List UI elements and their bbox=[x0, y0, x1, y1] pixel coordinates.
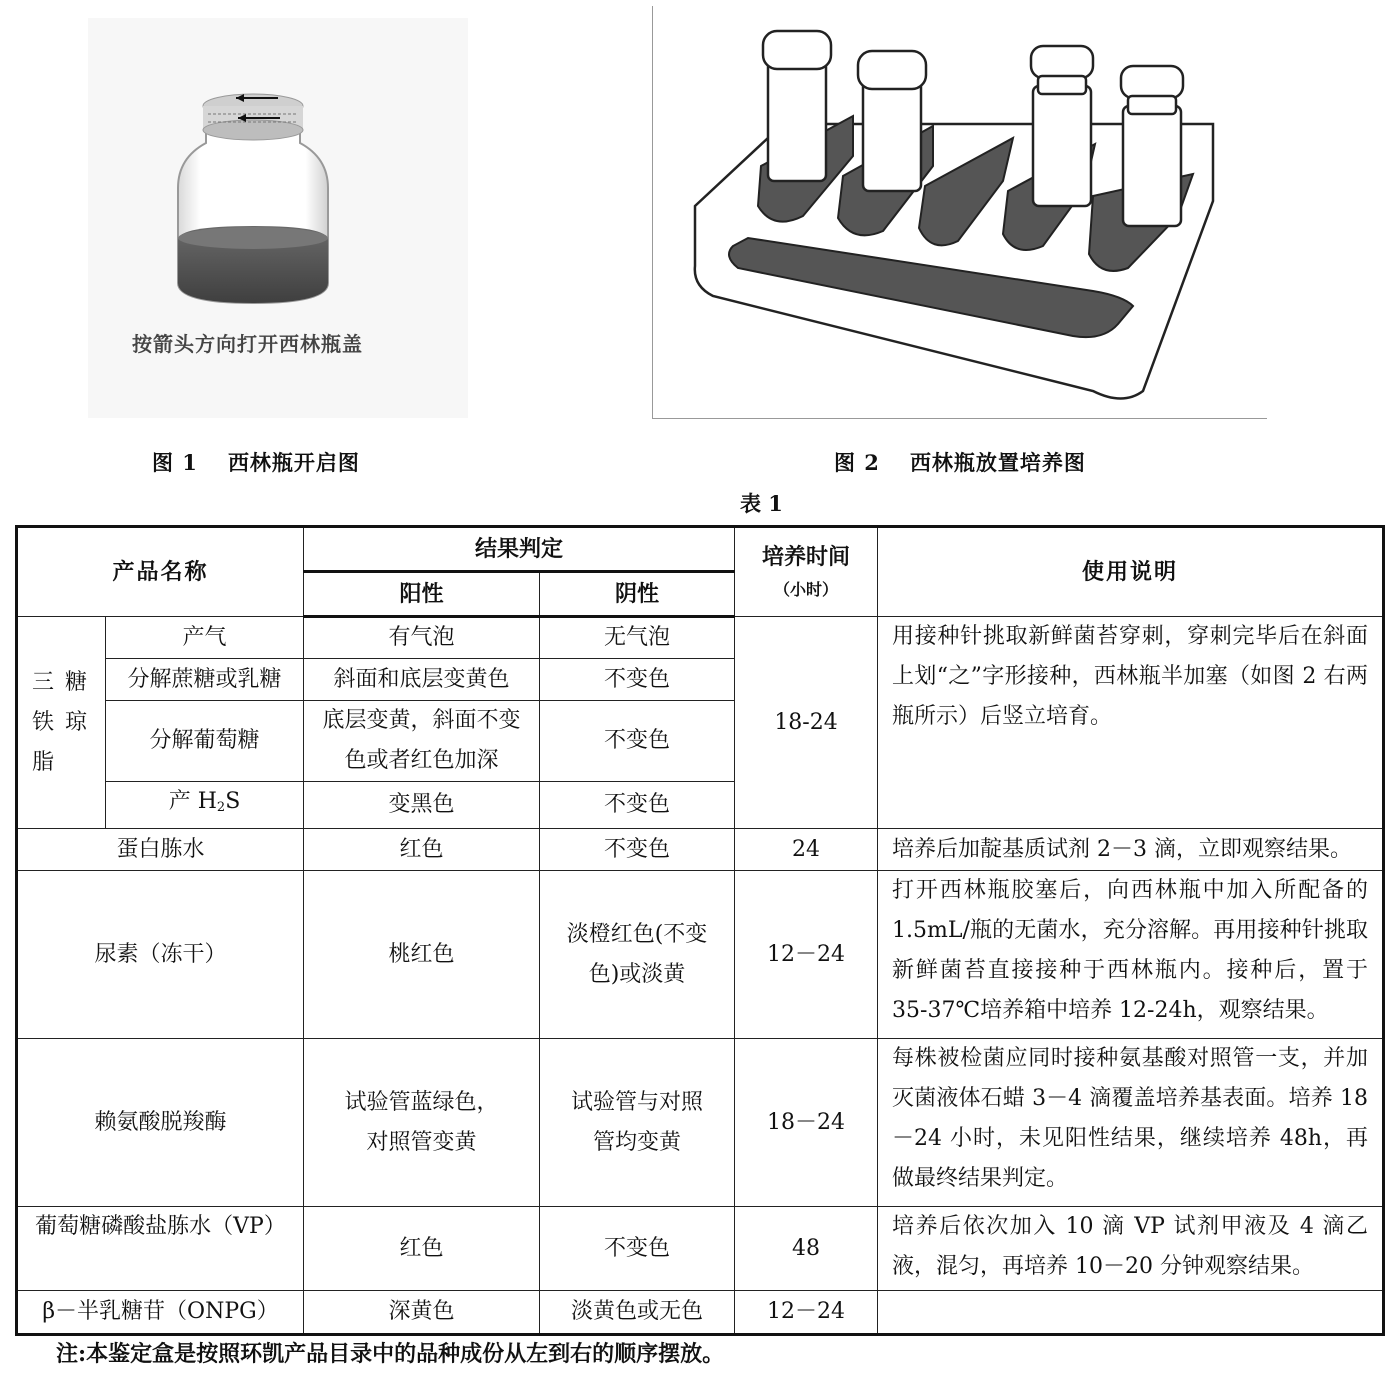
positive-result: 红色 bbox=[304, 829, 540, 871]
tsi-negative: 不变色 bbox=[540, 659, 735, 701]
table-title: 表 1 bbox=[740, 491, 783, 516]
header-positive: 阳性 bbox=[304, 572, 540, 617]
header-product: 产品名称 bbox=[17, 527, 304, 617]
negative-result: 淡橙红色(不变色)或淡黄 bbox=[540, 871, 735, 1039]
tsi-positive: 底层变黄，斜面不变色或者红色加深 bbox=[304, 701, 540, 782]
tsi-negative: 无气泡 bbox=[540, 617, 735, 659]
vial-opening-illustration bbox=[88, 18, 468, 418]
product-name: 尿素（冻干） bbox=[17, 871, 304, 1039]
tsi-positive: 有气泡 bbox=[304, 617, 540, 659]
figure-2-number: 图 2 bbox=[834, 450, 880, 475]
figure-1-image bbox=[88, 18, 468, 418]
positive-result: 红色 bbox=[304, 1207, 540, 1291]
usage-text: 打开西林瓶胶塞后，向西林瓶中加入所配备的 1.5mL/瓶的无菌水，充分溶解。再用接种针挑取新鲜菌苔直接接种于西林瓶内。接种后，置于 35-37℃培养箱中培养 12-24h，观察结果。 bbox=[878, 871, 1384, 1039]
tsi-negative: 不变色 bbox=[540, 701, 735, 782]
usage-text bbox=[878, 1291, 1384, 1335]
product-name: 赖氨酸脱羧酶 bbox=[17, 1039, 304, 1207]
footnote: 注:本鉴定盒是按照环凯产品目录中的品种成份从左到右的顺序摆放。 bbox=[56, 1341, 725, 1367]
positive-result: 试验管蓝绿色，对照管变黄 bbox=[304, 1039, 540, 1207]
incubation-time: 12－24 bbox=[735, 1291, 878, 1335]
vial-rack-illustration bbox=[653, 6, 1267, 418]
tsi-item: 分解蔗糖或乳糖 bbox=[106, 659, 304, 701]
figure-1-caption bbox=[152, 447, 360, 477]
product-name: 蛋白胨水 bbox=[17, 829, 304, 871]
product-name: 葡萄糖磷酸盐胨水（VP） bbox=[17, 1207, 304, 1291]
tsi-group-label: 三 糖 铁 琼 脂 bbox=[17, 617, 106, 829]
tsi-item: 产气 bbox=[106, 617, 304, 659]
tsi-item: 分解葡萄糖 bbox=[106, 701, 304, 782]
tsi-time: 18-24 bbox=[735, 617, 878, 829]
identification-table bbox=[15, 525, 1385, 1336]
figure-2-image bbox=[652, 6, 1267, 419]
usage-text: 每株被检菌应同时接种氨基酸对照管一支，并加灭菌液体石蜡 3－4 滴覆盖培养基表面。培养 18－24 小时，未见阳性结果，继续培养 48h，再做最终结果判定。 bbox=[878, 1039, 1384, 1207]
figure-1-inner-caption: 按箭头方向打开西林瓶盖 bbox=[132, 332, 363, 356]
figure-1-title: 西林瓶开启图 bbox=[227, 450, 360, 475]
positive-result: 桃红色 bbox=[304, 871, 540, 1039]
negative-result: 不变色 bbox=[540, 1207, 735, 1291]
h2s-subscript: 2 bbox=[216, 800, 226, 815]
tsi-positive: 变黑色 bbox=[304, 782, 540, 829]
incubation-time: 12－24 bbox=[735, 871, 878, 1039]
positive-result: 深黄色 bbox=[304, 1291, 540, 1335]
incubation-time: 48 bbox=[735, 1207, 878, 1291]
negative-result: 淡黄色或无色 bbox=[540, 1291, 735, 1335]
tsi-negative: 不变色 bbox=[540, 782, 735, 829]
usage-text: 培养后加靛基质试剂 2－3 滴，立即观察结果。 bbox=[878, 829, 1384, 871]
incubation-time: 18－24 bbox=[735, 1039, 878, 1207]
header-time-label: 培养时间 bbox=[762, 544, 851, 570]
header-result: 结果判定 bbox=[304, 527, 735, 572]
header-time bbox=[735, 527, 878, 617]
negative-result: 不变色 bbox=[540, 829, 735, 871]
tsi-usage: 用接种针挑取新鲜菌苔穿刺，穿刺完毕后在斜面上划“之”字形接种，西林瓶半加塞（如图 2 右两瓶所示）后竖立培育。 bbox=[878, 617, 1384, 829]
usage-text: 培养后依次加入 10 滴 VP 试剂甲液及 4 滴乙液，混匀，再培养 10－20 分钟观察结果。 bbox=[878, 1207, 1384, 1291]
figure-2-caption bbox=[834, 447, 1086, 477]
negative-result: 试验管与对照管均变黄 bbox=[540, 1039, 735, 1207]
header-usage: 使用说明 bbox=[878, 527, 1384, 617]
header-time-unit: （小时） bbox=[774, 580, 839, 599]
tsi-positive: 斜面和底层变黄色 bbox=[304, 659, 540, 701]
tsi-item-h2s bbox=[106, 782, 304, 829]
figure-1-number: 图 1 bbox=[152, 450, 198, 475]
incubation-time: 24 bbox=[735, 829, 878, 871]
h2s-prefix: 产 H bbox=[168, 789, 217, 814]
figure-2-title: 西林瓶放置培养图 bbox=[909, 450, 1086, 475]
header-negative: 阴性 bbox=[540, 572, 735, 617]
product-name: β－半乳糖苷（ONPG） bbox=[17, 1291, 304, 1335]
h2s-suffix: S bbox=[225, 789, 241, 814]
